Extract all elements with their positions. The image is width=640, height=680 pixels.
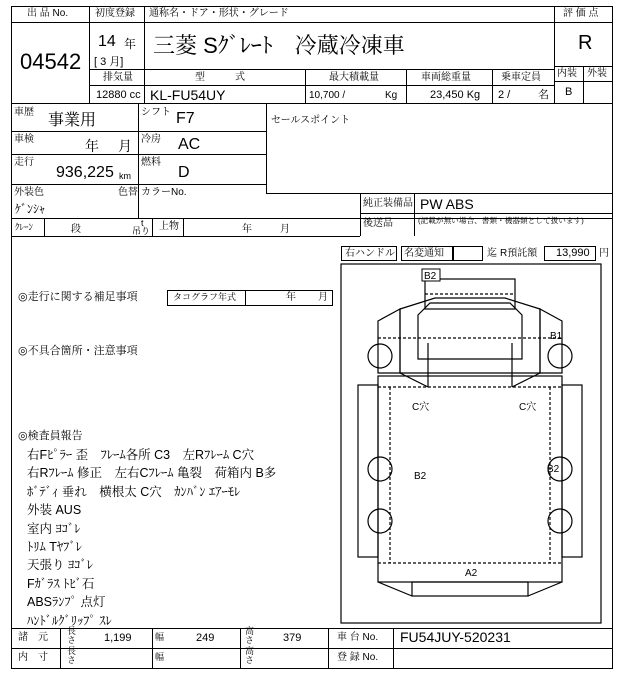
height-label-2: 高さ (244, 646, 254, 664)
tachograph-month: 月 (318, 292, 328, 303)
topload-label: 上物 (159, 221, 179, 232)
ac-value: AC (178, 136, 201, 153)
inspection-year: 年 (85, 138, 99, 154)
aftermarket-note: (記載が無い場合、書類・機器類として扱います) (418, 216, 584, 225)
inspector-report-label: ◎検査員報告 (18, 430, 83, 442)
crane-stage: 段 (71, 224, 81, 235)
displacement-label: 排気量 (103, 72, 133, 83)
mileage-value: 936,225 (56, 164, 114, 181)
exterior-color-value: ｹﾞﾝｼｬ (15, 202, 46, 216)
crane-label: ｸﾚｰﾝ (15, 222, 34, 232)
title-label: 通称名・ドア・形状・グレード (149, 8, 289, 19)
tachograph-year: 年 (286, 292, 296, 303)
report-line: Fｶﾞﾗｽ ﾄﾋﾞ石 (27, 576, 95, 591)
lot-number: 04542 (20, 49, 82, 74)
right-hand-drive: 右ハンドル (345, 248, 395, 259)
interior-grade-label: 内装 (557, 68, 577, 79)
recycle-amount: 13,990 (556, 247, 590, 259)
grade-label: 評 価 点 (563, 8, 599, 19)
chassis-label: 車 台 No. (337, 632, 379, 643)
capacity-label: 乗車定員 (501, 72, 541, 83)
exterior-grade-label: 外装 (587, 68, 607, 79)
lot-label: 出 品 No. (27, 8, 69, 19)
color-change-label: 色替 (118, 187, 138, 198)
gross-weight-value: 23,450 Kg (430, 89, 481, 101)
driving-remarks-label: ◎走行に関する補足事項 (18, 291, 138, 303)
report-line: 右Rﾌﾚｰﾑ 修正 左右Cﾌﾚｰﾑ 亀裂 荷箱内 B多 (27, 466, 277, 481)
history-value: 事業用 (48, 112, 97, 129)
report-line: ﾄﾘﾑ Tﾔﾌﾞﾚ (27, 540, 82, 555)
report-line: 外装 AUS (27, 503, 82, 518)
damage-mark: B2 (424, 271, 437, 282)
capacity-unit: 名 (538, 89, 549, 101)
dims-label: 諸 元 (18, 632, 48, 643)
damage-mark: B2 (547, 464, 560, 475)
overall-grade: R (578, 32, 593, 54)
topload-year: 年 (242, 224, 252, 235)
model-value: KL-FU54UY (150, 87, 226, 103)
displacement-value: 12880 cc (96, 89, 141, 101)
report-line: 室内 ﾖｺﾞﾚ (27, 521, 81, 536)
damage-mark: B1 (550, 331, 563, 342)
damage-mark: A2 (465, 568, 478, 579)
registration-no-label: 登 録 No. (337, 652, 379, 663)
report-line: ﾊﾝﾄﾞﾙｸﾞﾘｯﾌﾟ ｽﾚ (27, 613, 112, 628)
gross-weight-label: 車両総重量 (421, 72, 471, 83)
width-value: 249 (196, 632, 215, 644)
report-line: ABSﾗﾝﾌﾟ 点灯 (27, 595, 106, 610)
chassis-number: FU54JUY-520231 (400, 629, 511, 645)
interior-grade: B (565, 86, 573, 98)
model-label: 型 式 (195, 72, 245, 83)
shift-value: F7 (176, 110, 195, 127)
truck-diagram (340, 263, 602, 624)
inspection-month: 月 (118, 138, 132, 154)
equipment-value: PW ABS (420, 196, 474, 212)
inspection-label: 車検 (14, 134, 34, 145)
damage-mark: B2 (414, 471, 427, 482)
meter-changed: 名変通知 (404, 248, 444, 259)
width-label: 幅 (155, 632, 165, 642)
report-line: 右Fﾋﾟﾗｰ 歪 ﾌﾚｰﾑ各所 C3 左Rﾌﾚｰﾑ C穴 (27, 448, 255, 462)
length-label: 長さ (66, 626, 76, 644)
width-label-2: 幅 (155, 652, 165, 662)
capacity-value: 2 / (498, 89, 511, 101)
damage-mark: C穴 (519, 402, 537, 413)
ac-label: 冷房 (141, 134, 161, 145)
recycle-unit: 円 (599, 248, 609, 259)
color-no-label: カラーNo. (141, 187, 187, 198)
report-line: 天張り ﾖｺﾞﾚ (27, 558, 93, 573)
damage-mark: C穴 (412, 402, 430, 413)
sales-point-label: セールスポイント (271, 115, 351, 126)
mileage-unit: km (119, 171, 131, 181)
defects-label: ◎不具合箇所・注意事項 (18, 345, 138, 357)
crane-ton: t (141, 218, 144, 228)
first-registration-label: 初度登録 (95, 8, 135, 19)
equipment-label: 純正装備品 (363, 198, 413, 209)
tachograph-label: タコグラフ年式 (173, 292, 237, 302)
max-load-label: 最大積載量 (329, 72, 379, 83)
crane-hang: 吊り (132, 226, 151, 236)
topload-month: 月 (280, 224, 290, 235)
exterior-color-label: 外装色 (14, 187, 44, 198)
shift-label: シフト (141, 107, 171, 118)
scrap-label: 迄 (487, 248, 497, 259)
mileage-label: 走行 (14, 157, 34, 168)
inspector-report (27, 446, 276, 630)
height-label: 高さ (244, 626, 254, 644)
recycle-label: R預託額 (500, 248, 538, 259)
aftermarket-label: 後送品 (363, 218, 393, 229)
interior-dims-label: 内 寸 (18, 652, 48, 663)
history-label: 車歴 (14, 107, 34, 118)
meter-changed-check (453, 246, 483, 261)
fuel-value: D (178, 164, 190, 181)
car-name: 三菱 Sｸﾞﾚｰﾄ 冷蔵冷凍車 (153, 33, 405, 58)
fuel-label: 燃料 (141, 157, 161, 168)
year-unit: 年 (124, 37, 137, 51)
max-load-value: 10,700 / (309, 90, 346, 101)
registration-month: [ 3 月] (94, 56, 124, 68)
max-load-unit: Kg (385, 90, 398, 101)
length-value: 1,199 (104, 632, 132, 644)
height-value: 379 (283, 632, 302, 644)
length-label-2: 長さ (66, 646, 76, 664)
report-line: ﾎﾞﾃﾞｨ 垂れ 横根太 C穴 ｶﾝﾊﾞﾝ ｴｱｰﾓﾚ (27, 484, 241, 499)
registration-year: 14 (98, 33, 116, 50)
